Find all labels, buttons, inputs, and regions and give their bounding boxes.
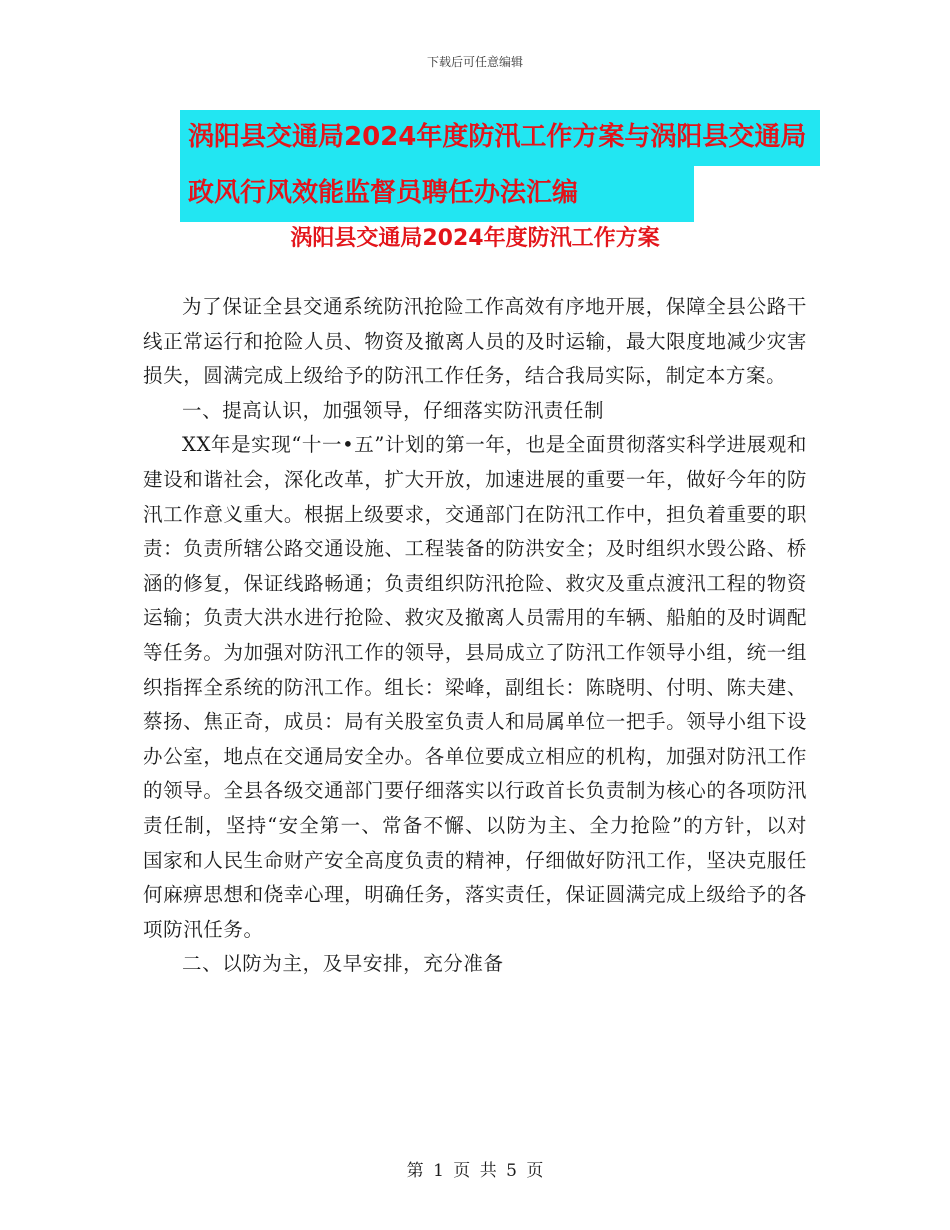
section-title: 涡阳县交通局2024年度防汛工作方案 xyxy=(290,226,660,251)
document-title-line-2: 政风行风效能监督员聘任办法汇编 xyxy=(180,166,694,222)
paragraph-section-1: XX年是实现“十一•五”计划的第一年，也是全面贯彻落实科学进展观和建设和谐社会，深化改革，扩大开放，加速进展的重要一年，做好今年的防汛工作意义重大。根据上级要求，交通部门在防汛工作中，担负着重要的职责：负责所辖公路交通设施、工程装备的防洪安全；及时组织水毁公路、桥涵的修复，保证线路畅通；负责组织防汛抢险、救灾及重点渡汛工程的物资运输；负责大洪水进行抢险、救灾及撤离人员需用的车辆、船舶的及时调配等任务。为加强对防汛工作的领导，县局成立了防汛工作领导小组，统一组织指挥全系统的防汛工作。组长：梁峰，副组长：陈晓明、付明、陈夫建、蔡扬、焦正奇，成员：局有关股室负责人和局属单位一把手。领导小组下设办公室，地点在交通局安全办。各单位要成立相应的机构，加强对防汛工作的领导。全县各级交通部门要仔细落实以行政首长负责制为核心的各项防汛责任制，坚持“安全第一、常备不懈、以防为主、全力抢险”的方针，以对国家和人民生命财产安全高度负责的精神，仔细做好防汛工作，坚决克服任何麻痹思想和侥幸心理，明确任务，落实责任，保证圆满完成上级给予的各项防汛任务。 xyxy=(143,433,808,941)
paragraph-intro: 为了保证全县交通系统防汛抢险工作高效有序地开展，保障全县公路干线正常运行和抢险人员、物资及撤离人员的及时运输，最大限度地减少灾害损失，圆满完成上级给予的防汛工作任务，结合我局实际，制定本方案。 xyxy=(143,295,807,388)
document-title-line-1: 涡阳县交通局2024年度防汛工作方案与涡阳县交通局 xyxy=(180,110,820,166)
page-footer: 第 1 页 共 5 页 xyxy=(406,1161,544,1181)
heading-section-2: 二、以防为主，及早安排，充分准备 xyxy=(182,952,504,976)
page-header: 下载后可任意编辑 xyxy=(426,55,523,69)
document-body xyxy=(143,290,807,982)
heading-section-1: 一、提高认识，加强领导，仔细落实防汛责任制 xyxy=(182,398,605,422)
document-title xyxy=(180,110,820,222)
